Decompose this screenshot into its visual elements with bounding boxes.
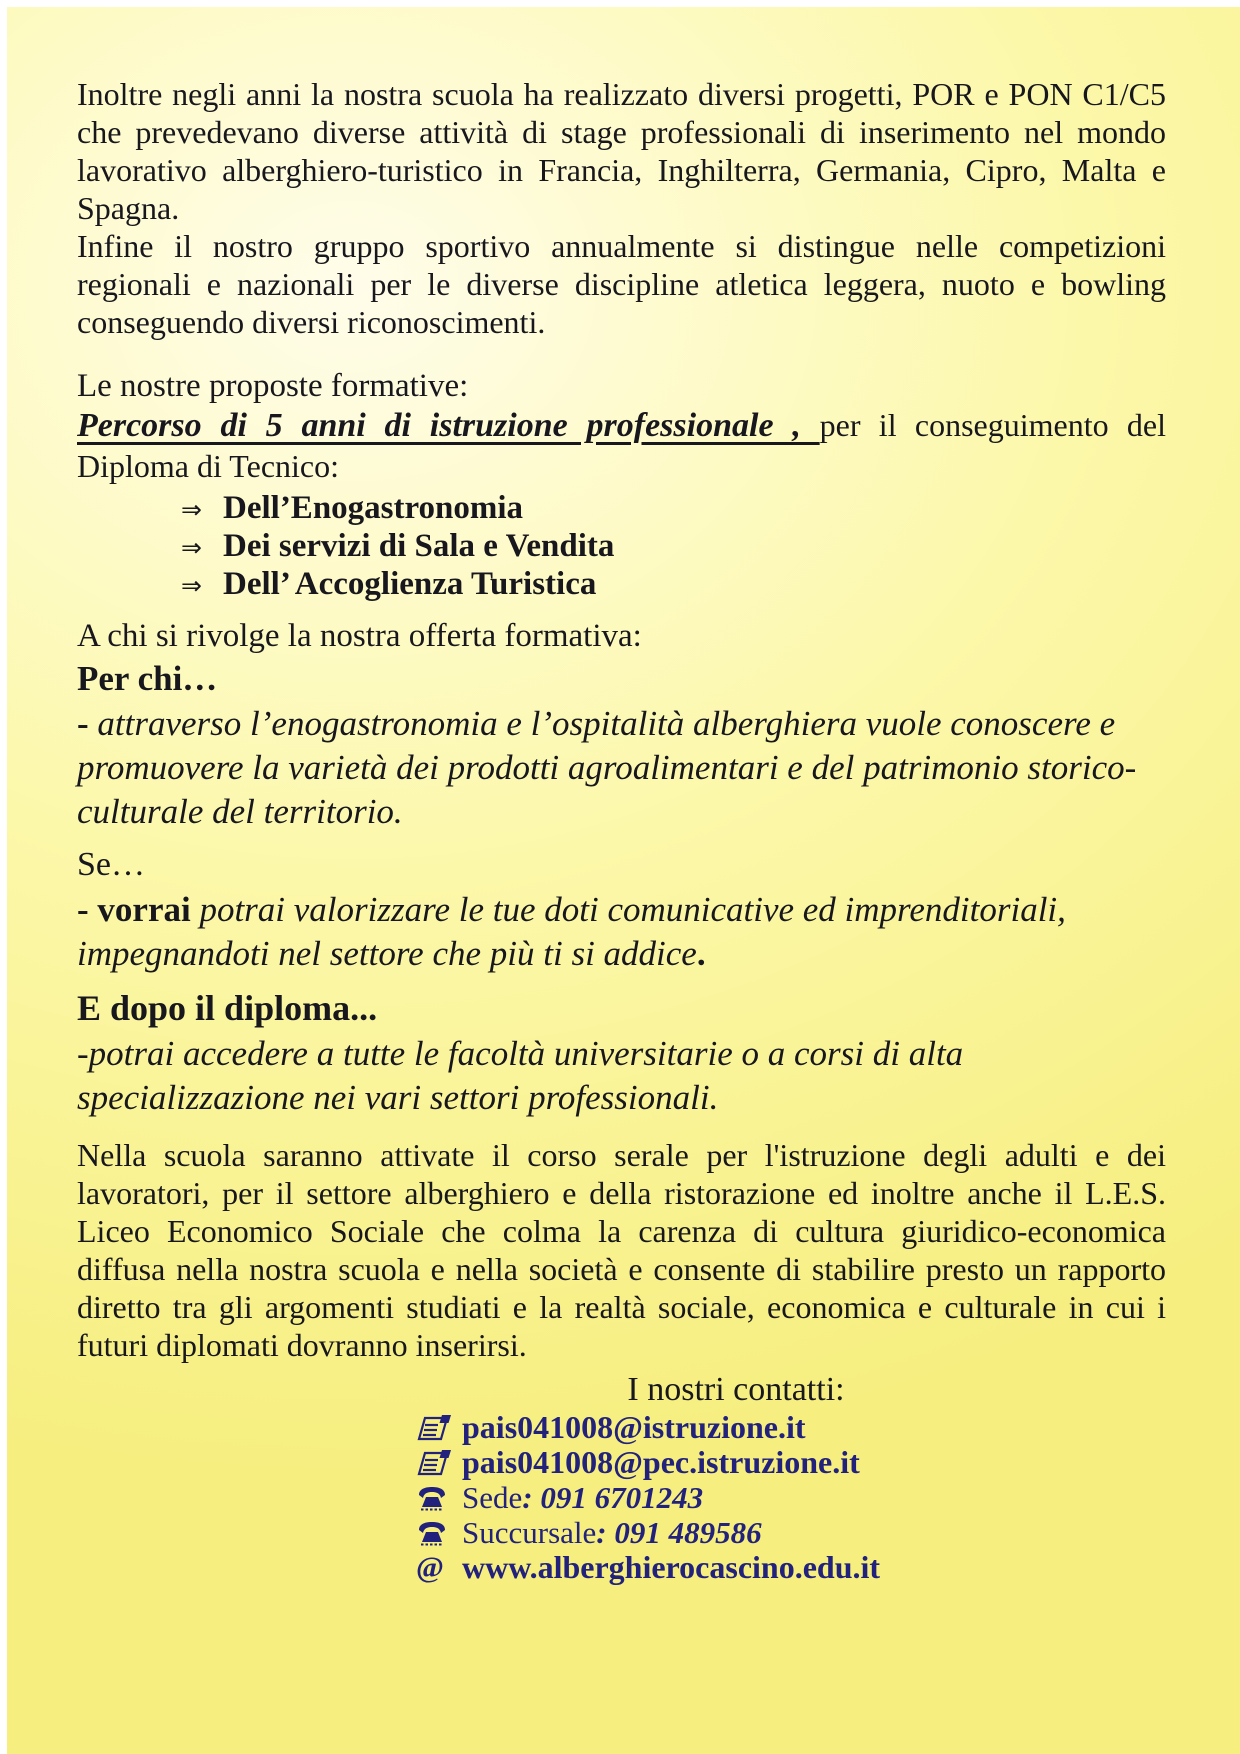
dopo-paragraph: -potrai accedere a tutte le facoltà universitarie o a corsi di alta specializzazione nei vari settori professionali. — [77, 1034, 964, 1117]
vorrai-end: . — [696, 934, 706, 973]
contact-sede-label: Sede — [462, 1480, 523, 1515]
list-item — [181, 490, 1166, 528]
se-heading: Se… — [77, 846, 145, 883]
vorrai-lead: - vorrai — [77, 890, 200, 929]
at-icon: @ — [416, 1551, 444, 1584]
contact-pec-email: pais041008@pec.istruzione.it — [462, 1444, 860, 1480]
per-chi-paragraph — [77, 702, 1166, 834]
percorso-rest: per il conseguimento del Diploma di Tecnico: — [77, 407, 1167, 484]
list-item-label: Dei servizi di Sala e Vendita — [223, 528, 615, 564]
per-chi-heading: Per chi… — [77, 659, 218, 698]
serale-paragraph: Nella scuola saranno attivate il corso serale per l'istruzione degli adulti e dei lavoratori, per il settore alberghiero e della ristorazione ed inoltre anche il L.E.S. Liceo Economico Sociale che colma la carenza di cultura giuridico-economica diffusa nella nostra scuola e nella società e consente di stabilire presto un rapporto diretto tra gli argomenti studiati e la realtà sociale, economica e culturale in cui i futuri diplomati dovranno inserirsi. — [77, 1137, 1166, 1363]
per-chi-text: attraverso l’enogastronomia e l’ospitalità alberghiera vuole conoscere e promuovere la varietà dei prodotti agroalimentari e del patrimonio storico-culturale del territorio. — [77, 704, 1137, 831]
contact-succursale-label: Succursale — [462, 1515, 597, 1550]
fax-icon — [416, 1414, 462, 1442]
contact-website: www.alberghierocascino.edu.it — [462, 1549, 881, 1585]
fax-icon — [416, 1449, 462, 1477]
phone-icon — [416, 1485, 462, 1511]
contact-row-succursale — [416, 1515, 1056, 1550]
intro-paragraph-1: Inoltre negli anni la nostra scuola ha realizzato diversi progetti, POR e PON C1/C5 che prevedevano diverse attività di stage professionali di inserimento nel mondo lavorativo alberghiero-turistico in Francia, Inghilterra, Germania, Cipro, Malta e Spagna. — [77, 76, 1166, 226]
intro-paragraph-2: Infine il nostro gruppo sportivo annualmente si distingue nelle competizioni regionali e nazionali per le diverse discipline atletica leggera, nuoto e bowling conseguendo diversi riconoscimenti. — [77, 228, 1166, 340]
proposte-lead: Le nostre proposte formative: — [77, 368, 469, 404]
contact-succursale-number: : 091 489586 — [596, 1515, 762, 1550]
a-chi-line: A chi si rivolge la nostra offerta formativa: — [77, 618, 642, 654]
vorrai-italic: potrai valorizzare le tue doti comunicative ed imprenditoriali, impegnandoti nel settore che più ti si addice — [77, 890, 1066, 973]
list-item-label: Dell’ Accoglienza Turistica — [223, 566, 597, 602]
contact-email: pais041008@istruzione.it — [462, 1409, 806, 1445]
percorso-underlined: Percorso di 5 anni di istruzione professionale , — [77, 407, 820, 444]
list-item — [181, 566, 1166, 604]
contact-row-website — [416, 1550, 1056, 1585]
percorso-paragraph — [77, 405, 1166, 486]
vorrai-paragraph — [77, 888, 1166, 976]
contact-row-sede — [416, 1480, 1056, 1515]
arrow-bullet-icon: ⇒ — [181, 571, 202, 600]
phone-icon — [416, 1520, 462, 1546]
contacts-heading: I nostri contatti: — [627, 1371, 845, 1408]
diploma-list — [77, 490, 1166, 604]
arrow-bullet-icon: ⇒ — [181, 533, 202, 562]
dash: - — [77, 704, 98, 743]
list-item — [181, 528, 1166, 566]
contact-row-email — [416, 1410, 1056, 1445]
contacts-block — [416, 1370, 1056, 1585]
list-item-label: Dell’Enogastronomia — [223, 490, 524, 526]
contact-sede-number: : 091 6701243 — [522, 1480, 704, 1515]
arrow-bullet-icon: ⇒ — [181, 495, 202, 524]
contact-row-pec-email — [416, 1445, 1056, 1480]
dopo-heading: E dopo il diploma... — [77, 988, 378, 1028]
